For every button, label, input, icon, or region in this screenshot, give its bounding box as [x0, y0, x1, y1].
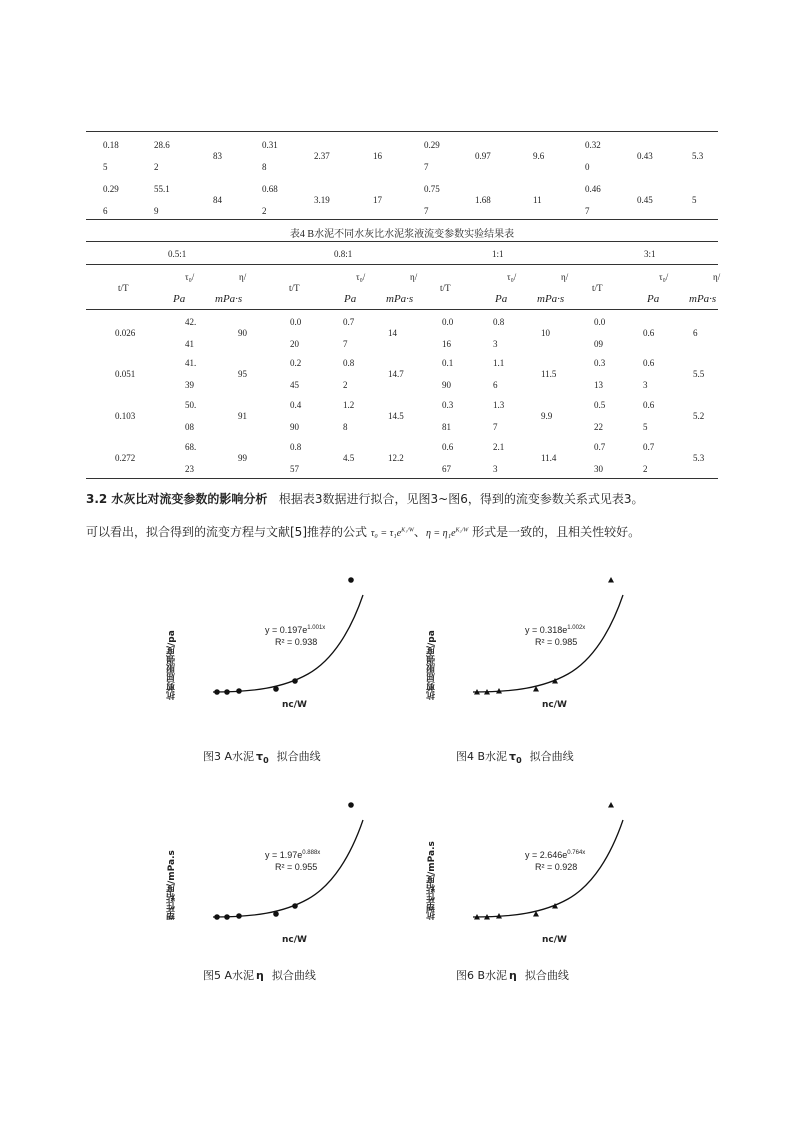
col-tau-header: τ₀/ — [659, 272, 669, 282]
y-axis-label: 塑性粘度/mPa.s — [167, 850, 177, 920]
table-cell: 13 — [594, 380, 603, 390]
caption-symbol: τ — [256, 750, 264, 763]
table-cell: 14 — [388, 328, 397, 338]
table-cell: 0.7 — [343, 317, 355, 327]
col-eta-header: η/ — [239, 272, 247, 282]
table-cell: 0.68 — [262, 184, 278, 194]
caption-label: 图3 A水泥 — [203, 750, 255, 763]
table-cell: 42. — [185, 317, 197, 327]
table-cell: 2.37 — [314, 151, 330, 161]
x-axis-label: nc/W — [282, 935, 307, 945]
table-cell: 91 — [238, 411, 247, 421]
table-cell: 16 — [373, 151, 382, 161]
table-cell: 0.29 — [424, 140, 440, 150]
section-3-2-line2 — [86, 523, 640, 540]
formula-tau: $\tau_0 = \tau_1e^{K_1/W}$ — [370, 527, 414, 539]
table-cell: 81 — [442, 422, 451, 432]
table-cell: 0.272 — [115, 453, 136, 463]
caption-text: 拟合曲线 — [276, 750, 321, 763]
section-3-2-line1 — [86, 490, 644, 507]
table-cell: 50. — [185, 400, 197, 410]
table-cell: 14.5 — [388, 411, 404, 421]
table-cell: 0.31 — [262, 140, 278, 150]
y-axis-label: 抗塑性粘度/mPa.s — [427, 841, 437, 920]
y-axis-label: 抗剪屈服强度/pa — [167, 630, 177, 700]
table-cell: 41 — [185, 339, 194, 349]
table-cell: 0.2 — [290, 358, 302, 368]
fit-equation-line — [265, 847, 320, 861]
equation-base: y = 2.646e — [525, 850, 568, 860]
caption-subscript: 0 — [263, 756, 269, 766]
table-cell: 39 — [185, 380, 194, 390]
table-cell: 67 — [442, 464, 451, 474]
data-point — [236, 913, 242, 919]
table-cell: 0.6 — [643, 358, 655, 368]
table-cell: 45 — [290, 380, 299, 390]
fit-equation-line — [525, 847, 585, 861]
col-eta-header: η/ — [713, 272, 721, 282]
col-eta-header: η/ — [561, 272, 569, 282]
data-point — [224, 689, 230, 695]
table-cell: 0.6 — [643, 400, 655, 410]
table-cell: 9.9 — [541, 411, 553, 421]
x-axis-label: nc/W — [542, 935, 567, 945]
equation-exponent: 1.001x — [307, 625, 326, 631]
col-eta-header: η/ — [410, 272, 418, 282]
section-heading: 3.2 水灰比对流变参数的影响分析 — [86, 492, 268, 506]
equation-base: y = 0.318e — [525, 625, 568, 635]
col-t-header: t/T — [440, 283, 451, 293]
table-cell: 3 — [493, 464, 498, 474]
section-text-line1: 根据表3数据进行拟合，见图3~图6，得到的流变参数关系式见表3。 — [278, 492, 644, 506]
table-cell: 68. — [185, 442, 197, 452]
table-cell: 95 — [238, 369, 247, 379]
data-point — [236, 688, 242, 694]
table-cell: 9 — [154, 206, 159, 216]
figure-caption — [203, 967, 316, 984]
formula-eta: $\eta = \eta_1e^{K_2/W}$ — [425, 527, 469, 539]
section-text-line2a: 可以看出，拟合得到的流变方程与文献[5]推荐的公式 — [86, 525, 368, 539]
data-point — [348, 577, 354, 583]
table-cell: 2 — [154, 162, 159, 172]
table-cell: 7 — [585, 206, 590, 216]
table-cell: 0.29 — [103, 184, 119, 194]
table-cell: 7 — [493, 422, 498, 432]
y-axis-label: 抗剪屈服强度/pa — [427, 630, 437, 700]
caption-label: 图6 B水泥 — [456, 969, 508, 982]
table-cell: 83 — [213, 151, 222, 161]
col-tau-unit: Pa — [173, 293, 186, 305]
fit-equation — [265, 847, 320, 873]
data-point — [608, 577, 614, 583]
col-tau-header: τ₀/ — [185, 272, 195, 282]
table-cell: 11.4 — [541, 453, 557, 463]
table-cell: 7 — [424, 206, 429, 216]
table-cell: 3 — [643, 380, 648, 390]
caption-text: 拟合曲线 — [524, 969, 569, 982]
table4-group-rule — [86, 264, 718, 265]
table-cell: 0.0 — [594, 317, 606, 327]
figure-caption — [456, 748, 574, 765]
equation-exponent: 1.002x — [567, 625, 586, 631]
table-cell: 0.3 — [594, 358, 606, 368]
table-cell: 0.0 — [442, 317, 454, 327]
figure-caption — [203, 748, 321, 765]
table-cell: 6 — [693, 328, 698, 338]
table-cell: 2 — [343, 380, 348, 390]
fit-equation — [265, 622, 325, 648]
col-tau-header: τ₀/ — [507, 272, 517, 282]
data-point — [273, 686, 279, 692]
data-point — [292, 678, 298, 684]
caption-label: 图4 B水泥 — [456, 750, 508, 763]
table-cell: 0.0 — [290, 317, 302, 327]
table-cell: 0.7 — [643, 442, 655, 452]
table-cell: 1.68 — [475, 195, 491, 205]
table-cell: 0.46 — [585, 184, 601, 194]
group-header: 0.5:1 — [168, 249, 187, 259]
table-cell: 1.1 — [493, 358, 505, 368]
table-cell: 23 — [185, 464, 194, 474]
table-cell: 11 — [533, 195, 542, 205]
equation-base: y = 1.97e — [265, 850, 303, 860]
data-point — [348, 802, 354, 808]
table-cell: 6 — [103, 206, 108, 216]
equation-exponent: 0.764x — [567, 850, 586, 856]
table-cell: 41. — [185, 358, 197, 368]
data-point — [214, 914, 220, 920]
table-cell: 0.8 — [290, 442, 302, 452]
table3-top-rule — [86, 131, 718, 132]
caption-text: 拟合曲线 — [271, 969, 316, 982]
data-point — [224, 914, 230, 920]
table-cell: 6 — [493, 380, 498, 390]
caption-symbol: τ — [509, 750, 517, 763]
table-cell: 90 — [442, 380, 451, 390]
col-tau-unit: Pa — [344, 293, 357, 305]
equation-exponent: 0.888x — [302, 850, 321, 856]
table-cell: 09 — [594, 339, 603, 349]
caption-symbol: η — [509, 969, 517, 982]
table-cell: 12.2 — [388, 453, 404, 463]
table-cell: 0.45 — [637, 195, 653, 205]
data-point — [214, 689, 220, 695]
table-cell: 28.6 — [154, 140, 170, 150]
table-cell: 4.5 — [343, 453, 355, 463]
table-cell: 0.051 — [115, 369, 136, 379]
table-cell: 0.103 — [115, 411, 136, 421]
table-cell: 11.5 — [541, 369, 557, 379]
data-point — [273, 911, 279, 917]
fit-equation — [525, 847, 585, 873]
fit-equation-line — [525, 622, 585, 636]
table-cell: 5 — [643, 422, 648, 432]
r-squared: R² = 0.955 — [275, 862, 318, 872]
x-axis-label: nc/W — [542, 700, 567, 710]
table-cell: 0.43 — [637, 151, 653, 161]
table-cell: 90 — [238, 328, 247, 338]
table-cell: 0.32 — [585, 140, 601, 150]
table-cell: 0.3 — [442, 400, 454, 410]
r-squared: R² = 0.985 — [535, 637, 578, 647]
table-cell: 7 — [343, 339, 348, 349]
table-cell: 0.026 — [115, 328, 136, 338]
table-cell: 90 — [290, 422, 299, 432]
data-point — [608, 802, 614, 808]
col-eta-unit: mPa·s — [689, 293, 717, 305]
table-cell: 57 — [290, 464, 299, 474]
table-cell: 1.2 — [343, 400, 355, 410]
table-cell: 2 — [643, 464, 648, 474]
data-point — [292, 903, 298, 909]
table-cell: 9.6 — [533, 151, 545, 161]
formula-separator: 、 — [413, 525, 426, 539]
group-header: 0.8:1 — [334, 249, 353, 259]
table-cell: 2 — [262, 206, 267, 216]
fit-equation — [525, 622, 585, 648]
table-cell: 8 — [262, 162, 267, 172]
equation-base: y = 0.197e — [265, 625, 308, 635]
table-cell: 0.8 — [343, 358, 355, 368]
figure-caption — [456, 967, 569, 984]
col-t-header: t/T — [289, 283, 300, 293]
table-cell: 5.3 — [693, 453, 705, 463]
table-cell: 0.7 — [594, 442, 606, 452]
x-axis-label: nc/W — [282, 700, 307, 710]
fit-equation-line — [265, 622, 325, 636]
group-header: 1:1 — [492, 249, 504, 259]
r-squared: R² = 0.938 — [275, 637, 318, 647]
table-cell: 5 — [103, 162, 108, 172]
table-cell: 14.7 — [388, 369, 404, 379]
table-cell: 0.6 — [643, 328, 655, 338]
table-cell: 2.1 — [493, 442, 505, 452]
col-tau-header: τ₀/ — [356, 272, 366, 282]
table-cell: 17 — [373, 195, 382, 205]
group-header: 3:1 — [644, 249, 656, 259]
table4-bottom-rule — [86, 478, 718, 479]
table-cell: 16 — [442, 339, 451, 349]
table-cell: 0 — [585, 162, 590, 172]
col-tau-unit: Pa — [647, 293, 660, 305]
table-cell: 1.3 — [493, 400, 505, 410]
table-cell: 0.5 — [594, 400, 606, 410]
table-cell: 99 — [238, 453, 247, 463]
col-eta-unit: mPa·s — [386, 293, 414, 305]
table-cell: 7 — [424, 162, 429, 172]
col-eta-unit: mPa·s — [215, 293, 243, 305]
col-t-header: t/T — [592, 283, 603, 293]
section-text-line2b: 形式是一致的，且相关性较好。 — [472, 525, 641, 539]
table-cell: 3.19 — [314, 195, 330, 205]
table4-caption: 表4 B水泥不同水灰比水泥浆液流变参数实验结果表 — [289, 229, 515, 240]
table-cell: 5 — [692, 195, 697, 205]
table-cell: 0.18 — [103, 140, 119, 150]
col-t-header: t/T — [118, 283, 129, 293]
caption-label: 图5 A水泥 — [203, 969, 255, 982]
col-tau-unit: Pa — [495, 293, 508, 305]
table-cell: 10 — [541, 328, 550, 338]
table-cell: 0.75 — [424, 184, 440, 194]
caption-subscript: 0 — [516, 756, 522, 766]
table-cell: 84 — [213, 195, 222, 205]
table-cell: 20 — [290, 339, 299, 349]
table-cell: 55.1 — [154, 184, 170, 194]
caption-symbol: η — [256, 969, 264, 982]
table4-top-rule — [86, 241, 718, 242]
table-cell: 0.97 — [475, 151, 491, 161]
caption-text: 拟合曲线 — [529, 750, 574, 763]
table-cell: 8 — [343, 422, 348, 432]
table-cell: 08 — [185, 422, 194, 432]
table-cell: 0.6 — [442, 442, 454, 452]
table3-bottom-rule — [86, 219, 718, 220]
table-cell: 5.2 — [693, 411, 705, 421]
table-cell: 30 — [594, 464, 603, 474]
table-cell: 0.4 — [290, 400, 302, 410]
table-cell: 5.5 — [693, 369, 705, 379]
col-eta-unit: mPa·s — [537, 293, 565, 305]
table-cell: 5.3 — [692, 151, 704, 161]
r-squared: R² = 0.928 — [535, 862, 578, 872]
table-cell: 0.1 — [442, 358, 454, 368]
table-cell: 3 — [493, 339, 498, 349]
table4-header-rule — [86, 309, 718, 310]
table-cell: 0.8 — [493, 317, 505, 327]
table-cell: 22 — [594, 422, 603, 432]
